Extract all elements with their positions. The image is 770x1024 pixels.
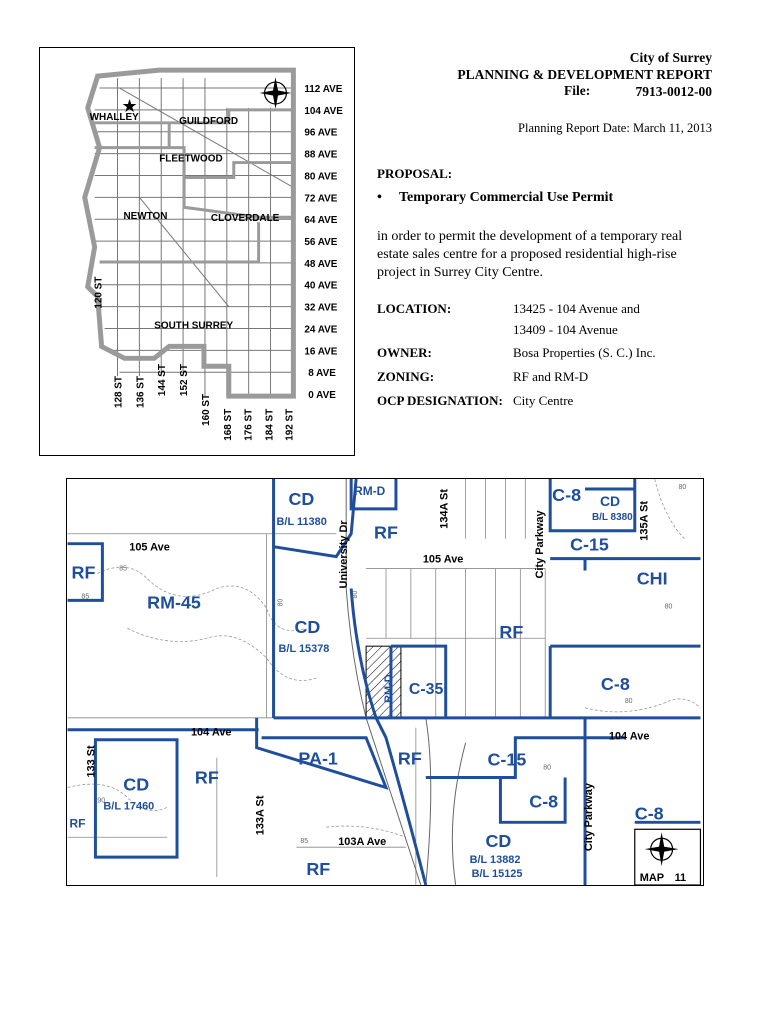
ocp-value: City Centre	[513, 393, 574, 408]
road-label: City Parkway	[534, 510, 547, 579]
report-date: Planning Report Date: March 11, 2013	[518, 121, 712, 135]
avenue-label: 64 AVE	[304, 215, 338, 227]
area-label: GUILDFORD	[179, 115, 239, 127]
road-label: 135A St	[638, 500, 651, 541]
zone-label: CD	[485, 831, 512, 852]
elevation-label: 80	[624, 697, 633, 705]
avenue-label: 96 AVE	[304, 127, 338, 139]
avenue-label: 112 AVE	[304, 84, 343, 96]
elevation-label: 85	[300, 838, 309, 846]
compass-icon	[260, 77, 292, 109]
city-name: City of Surrey	[629, 50, 712, 65]
area-label: FLEETWOOD	[159, 153, 223, 165]
elevation-label: 80	[277, 598, 285, 607]
avenue-label: 40 AVE	[304, 280, 338, 292]
owner-value: Bosa Properties (S. C.) Inc.	[513, 345, 656, 360]
street-label: 160 ST	[200, 393, 212, 426]
avenue-label: 16 AVE	[304, 346, 338, 358]
avenue-label: 48 AVE	[304, 258, 338, 270]
zone-label: RF	[397, 748, 422, 769]
elevation-label: 85	[119, 565, 128, 573]
zone-label: RF	[69, 816, 86, 831]
zone-label: C-15	[570, 534, 609, 555]
street-label: 136 ST	[135, 376, 147, 409]
road-label: 133 St	[85, 745, 98, 778]
avenue-label: 72 AVE	[304, 193, 338, 205]
street-label: 184 ST	[264, 408, 276, 441]
zone-label: RF	[71, 562, 96, 583]
elevation-label: 85	[81, 593, 90, 601]
zone-label: PA-1	[298, 748, 338, 769]
zone-label: CD	[599, 492, 621, 509]
road-label: 105 Ave	[422, 553, 464, 566]
area-label: SOUTH SURREY	[154, 320, 234, 332]
avenue-label: 80 AVE	[304, 171, 338, 183]
road-label: 104 Ave	[190, 726, 232, 739]
road-label: 105 Ave	[129, 541, 170, 554]
zone-label: CD	[288, 488, 315, 509]
avenue-label: 24 AVE	[304, 324, 338, 336]
elevation-label: 90	[97, 797, 106, 805]
avenue-label: 104 AVE	[304, 105, 343, 117]
zone-label: C-15	[487, 749, 527, 770]
location-line-2: 13409 - 104 Avenue	[513, 322, 618, 337]
street-label: 128 ST	[113, 376, 125, 409]
street-label: 152 ST	[179, 364, 191, 397]
proposal-description: in order to permit the development of a temporary real estate sales centre for a proposed residential high-rise project in Surrey City Centre.	[377, 229, 683, 280]
proposal-bullet	[377, 190, 613, 206]
zone-label: CHI	[636, 568, 668, 589]
location-line-1: 13425 - 104 Avenue and	[513, 301, 640, 316]
road-label: 134A St	[438, 489, 451, 529]
site-map	[66, 478, 704, 886]
location-label: LOCATION:	[377, 301, 452, 316]
bylaw-label: B/L 13882	[469, 854, 521, 867]
zone-label: RF	[194, 767, 219, 788]
street-label: 168 ST	[222, 408, 234, 441]
zone-label: RF	[499, 622, 524, 643]
report-title: PLANNING & DEVELOPMENT REPORT	[457, 67, 712, 82]
area-label: CLOVERDALE	[210, 213, 280, 225]
avenue-label: 88 AVE	[304, 149, 338, 161]
map-label: MAP	[639, 872, 665, 885]
area-labels	[90, 112, 280, 332]
zone-label: RM-45	[147, 592, 201, 613]
bylaw-label: B/L 15125	[471, 868, 523, 881]
map-number: 11	[674, 872, 687, 885]
road-label: 103A Ave	[338, 836, 387, 849]
zone-label: C-8	[600, 673, 630, 694]
zone-label: RM-D	[354, 483, 386, 498]
ocp-label: OCP DESIGNATION:	[377, 393, 503, 408]
key-map-graphic	[40, 48, 354, 455]
zone-label: C-8	[634, 803, 664, 824]
area-label: NEWTON	[123, 211, 168, 223]
file-label: File:	[564, 83, 591, 98]
proposal-bullet-text: Temporary Commercial Use Permit	[399, 190, 614, 205]
site-star-icon: ★	[121, 95, 138, 116]
site-map-graphic	[67, 479, 703, 885]
avenue-label: 32 AVE	[304, 302, 338, 314]
road-label: 133A St	[254, 795, 267, 836]
compass-icon	[645, 832, 679, 866]
area-label: WHALLEY	[89, 111, 139, 123]
elevation-label: 80	[678, 483, 687, 491]
avenue-labels	[304, 84, 343, 401]
road-label: 104 Ave	[608, 730, 650, 743]
zone-label: C-8	[529, 791, 559, 812]
owner-label: OWNER:	[377, 345, 432, 360]
street-label: 120 ST	[93, 276, 105, 309]
bylaw-label: B/L 15378	[278, 643, 330, 656]
key-map	[39, 47, 355, 456]
zoning-label: ZONING:	[377, 369, 435, 384]
elevation-label: 80	[664, 603, 673, 611]
bylaw-label: B/L 11380	[276, 515, 327, 528]
zone-label: RM-D	[382, 674, 395, 703]
bullet-icon: •	[377, 190, 382, 205]
road-label: University Dr	[338, 520, 351, 589]
avenue-label: 0 AVE	[308, 390, 336, 402]
zoning-value: RF and RM-D	[513, 369, 589, 384]
zone-label: CD	[294, 617, 321, 638]
file-number: 7913-0012-00	[635, 84, 712, 99]
proposal-label: PROPOSAL:	[377, 166, 453, 181]
zone-label: CD	[123, 774, 150, 795]
bylaw-label: B/L 8380	[591, 511, 633, 523]
zone-label: RF	[306, 859, 331, 880]
street-label: 144 ST	[157, 364, 169, 397]
zone-label: C-8	[552, 484, 582, 505]
street-label: 192 ST	[284, 408, 296, 441]
street-label: 176 ST	[243, 408, 255, 441]
avenue-label: 8 AVE	[308, 368, 336, 380]
road-label: City Parkway	[582, 783, 595, 852]
elevation-label: 80	[352, 590, 360, 599]
elevation-label: 80	[543, 764, 551, 772]
zone-label: RF	[374, 522, 398, 543]
avenue-label: 56 AVE	[304, 237, 338, 249]
zone-label: C-35	[408, 680, 444, 698]
bylaw-label: B/L 17460	[103, 800, 155, 813]
